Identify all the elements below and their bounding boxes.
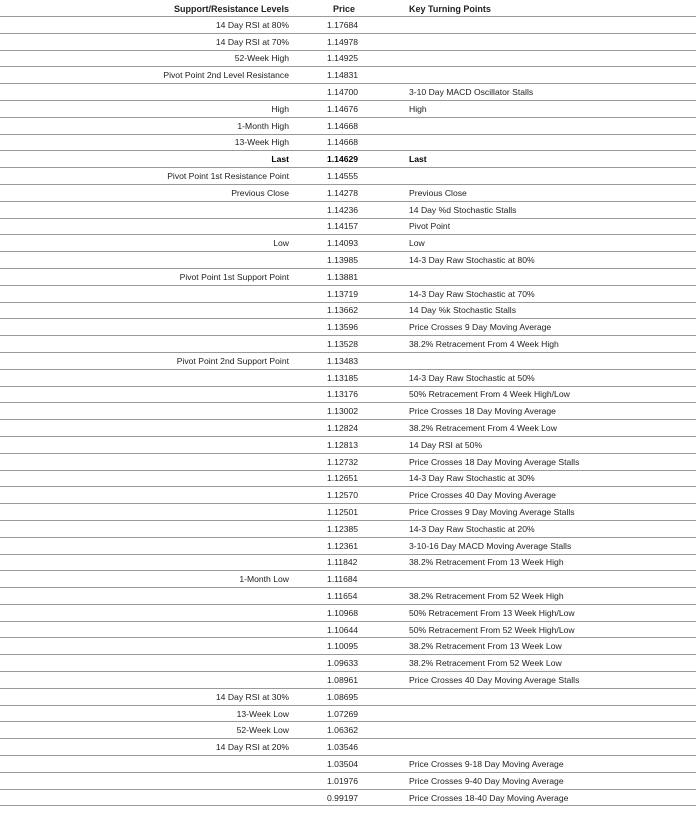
price-cell: 1.13176 — [296, 386, 402, 403]
key-point-cell — [402, 268, 696, 285]
table-row — [0, 403, 696, 420]
level-cell — [0, 403, 296, 420]
key-point-cell: 50% Retracement From 13 Week High/Low — [402, 604, 696, 621]
level-cell: Pivot Point 1st Support Point — [0, 268, 296, 285]
table-row — [0, 235, 696, 252]
price-cell: 1.10644 — [296, 621, 402, 638]
table-row — [0, 705, 696, 722]
key-point-cell: High — [402, 100, 696, 117]
price-cell: 1.12651 — [296, 470, 402, 487]
table-row — [0, 655, 696, 672]
table-row — [0, 688, 696, 705]
table-row — [0, 285, 696, 302]
table-row — [0, 252, 696, 269]
price-cell: 1.12732 — [296, 453, 402, 470]
key-point-cell: 38.2% Retracement From 52 Week High — [402, 588, 696, 605]
table-row — [0, 571, 696, 588]
level-cell: Previous Close — [0, 184, 296, 201]
table-row — [0, 201, 696, 218]
level-cell — [0, 436, 296, 453]
table-row — [0, 184, 696, 201]
price-cell: 1.12824 — [296, 420, 402, 437]
key-point-cell: 14 Day %d Stochastic Stalls — [402, 201, 696, 218]
price-cell: 1.12813 — [296, 436, 402, 453]
level-cell: 14 Day RSI at 80% — [0, 17, 296, 34]
table-row — [0, 504, 696, 521]
key-point-cell: 14 Day %k Stochastic Stalls — [402, 302, 696, 319]
price-cell: 1.03546 — [296, 739, 402, 756]
header-price: Price — [296, 1, 402, 17]
level-cell — [0, 672, 296, 689]
price-cell: 1.12570 — [296, 487, 402, 504]
level-cell — [0, 789, 296, 806]
price-cell: 1.06362 — [296, 722, 402, 739]
price-cell: 1.12385 — [296, 520, 402, 537]
header-row — [0, 1, 696, 17]
table-row — [0, 554, 696, 571]
table-row — [0, 739, 696, 756]
key-point-cell: 38.2% Retracement From 4 Week High — [402, 336, 696, 353]
key-point-cell: 14-3 Day Raw Stochastic at 80% — [402, 252, 696, 269]
key-point-cell — [402, 67, 696, 84]
key-point-cell: 38.2% Retracement From 13 Week Low — [402, 638, 696, 655]
header-key-turning-points: Key Turning Points — [402, 1, 696, 17]
level-cell: Last — [0, 151, 296, 168]
level-cell — [0, 520, 296, 537]
table-row — [0, 436, 696, 453]
key-point-cell — [402, 134, 696, 151]
level-cell: 14 Day RSI at 30% — [0, 688, 296, 705]
key-point-cell: 50% Retracement From 52 Week High/Low — [402, 621, 696, 638]
table-row — [0, 537, 696, 554]
price-cell: 1.14925 — [296, 50, 402, 67]
level-cell — [0, 319, 296, 336]
table-row — [0, 67, 696, 84]
key-point-cell: 14 Day RSI at 50% — [402, 436, 696, 453]
price-cell: 1.12501 — [296, 504, 402, 521]
level-cell: Pivot Point 2nd Support Point — [0, 352, 296, 369]
table-row — [0, 302, 696, 319]
price-cell: 1.13985 — [296, 252, 402, 269]
price-cell: 1.14978 — [296, 33, 402, 50]
price-cell: 1.14236 — [296, 201, 402, 218]
table-row — [0, 386, 696, 403]
level-cell — [0, 285, 296, 302]
table-row — [0, 319, 696, 336]
key-point-cell: Price Crosses 18 Day Moving Average Stalls — [402, 453, 696, 470]
key-point-cell — [402, 33, 696, 50]
price-cell: 1.11654 — [296, 588, 402, 605]
key-point-cell: Pivot Point — [402, 218, 696, 235]
price-cell: 1.12361 — [296, 537, 402, 554]
level-cell: 14 Day RSI at 70% — [0, 33, 296, 50]
price-cell: 1.07269 — [296, 705, 402, 722]
level-cell — [0, 504, 296, 521]
table-body — [0, 17, 696, 806]
price-cell: 1.08961 — [296, 672, 402, 689]
price-cell: 1.14629 — [296, 151, 402, 168]
price-cell: 1.14093 — [296, 235, 402, 252]
price-cell: 1.14831 — [296, 67, 402, 84]
level-cell — [0, 84, 296, 101]
price-cell: 1.14668 — [296, 117, 402, 134]
price-cell: 1.14700 — [296, 84, 402, 101]
price-cell: 1.09633 — [296, 655, 402, 672]
table-row — [0, 789, 696, 806]
price-cell: 1.13002 — [296, 403, 402, 420]
table-row — [0, 638, 696, 655]
table-row — [0, 604, 696, 621]
table-row — [0, 100, 696, 117]
level-cell — [0, 638, 296, 655]
key-point-cell: Price Crosses 9 Day Moving Average Stalls — [402, 504, 696, 521]
level-cell: Pivot Point 2nd Level Resistance — [0, 67, 296, 84]
key-point-cell: Price Crosses 9-18 Day Moving Average — [402, 756, 696, 773]
level-cell: 13-Week Low — [0, 705, 296, 722]
level-cell: 1-Month Low — [0, 571, 296, 588]
price-cell: 1.13528 — [296, 336, 402, 353]
key-point-cell: Price Crosses 40 Day Moving Average Stalls — [402, 672, 696, 689]
key-point-cell: 3-10 Day MACD Oscillator Stalls — [402, 84, 696, 101]
table-row — [0, 621, 696, 638]
table-row — [0, 722, 696, 739]
level-cell: Pivot Point 1st Resistance Point — [0, 168, 296, 185]
price-cell: 1.13483 — [296, 352, 402, 369]
price-cell: 1.01976 — [296, 772, 402, 789]
table-row — [0, 487, 696, 504]
table-row — [0, 420, 696, 437]
level-cell — [0, 655, 296, 672]
price-cell: 1.13185 — [296, 369, 402, 386]
level-cell: 1-Month High — [0, 117, 296, 134]
price-cell: 1.13596 — [296, 319, 402, 336]
key-point-cell: 50% Retracement From 4 Week High/Low — [402, 386, 696, 403]
table-row — [0, 151, 696, 168]
key-point-cell: 38.2% Retracement From 4 Week Low — [402, 420, 696, 437]
table-row — [0, 588, 696, 605]
level-cell — [0, 554, 296, 571]
key-point-cell: Previous Close — [402, 184, 696, 201]
level-cell — [0, 302, 296, 319]
key-point-cell: Last — [402, 151, 696, 168]
key-point-cell — [402, 168, 696, 185]
level-cell — [0, 621, 296, 638]
table-row — [0, 336, 696, 353]
table-row — [0, 218, 696, 235]
table-row — [0, 84, 696, 101]
table-row — [0, 352, 696, 369]
level-cell — [0, 756, 296, 773]
price-cell: 1.14668 — [296, 134, 402, 151]
level-cell: 14 Day RSI at 20% — [0, 739, 296, 756]
level-cell — [0, 369, 296, 386]
price-cell: 1.14278 — [296, 184, 402, 201]
level-cell: 52-Week Low — [0, 722, 296, 739]
level-cell: High — [0, 100, 296, 117]
level-cell — [0, 537, 296, 554]
level-cell — [0, 201, 296, 218]
price-cell: 1.17684 — [296, 17, 402, 34]
price-cell: 1.10968 — [296, 604, 402, 621]
price-cell: 1.03504 — [296, 756, 402, 773]
level-cell — [0, 252, 296, 269]
level-cell: 52-Week High — [0, 50, 296, 67]
key-point-cell — [402, 50, 696, 67]
key-point-cell: 38.2% Retracement From 13 Week High — [402, 554, 696, 571]
price-cell: 1.11684 — [296, 571, 402, 588]
level-cell — [0, 588, 296, 605]
key-point-cell — [402, 705, 696, 722]
price-cell: 1.10095 — [296, 638, 402, 655]
key-point-cell — [402, 117, 696, 134]
level-cell — [0, 470, 296, 487]
key-point-cell: Price Crosses 18 Day Moving Average — [402, 403, 696, 420]
table-row — [0, 17, 696, 34]
key-point-cell: Price Crosses 18-40 Day Moving Average — [402, 789, 696, 806]
level-cell: 13-Week High — [0, 134, 296, 151]
table-row — [0, 33, 696, 50]
price-cell: 1.13719 — [296, 285, 402, 302]
key-point-cell — [402, 688, 696, 705]
key-point-cell: Low — [402, 235, 696, 252]
table-row — [0, 50, 696, 67]
table-row — [0, 756, 696, 773]
price-cell: 1.14157 — [296, 218, 402, 235]
price-cell: 0.99197 — [296, 789, 402, 806]
key-point-cell — [402, 739, 696, 756]
level-cell — [0, 218, 296, 235]
price-cell: 1.13662 — [296, 302, 402, 319]
level-cell — [0, 336, 296, 353]
level-cell — [0, 386, 296, 403]
table-row — [0, 117, 696, 134]
key-point-cell — [402, 352, 696, 369]
price-cell: 1.08695 — [296, 688, 402, 705]
key-point-cell — [402, 571, 696, 588]
key-point-cell — [402, 17, 696, 34]
key-point-cell: 14-3 Day Raw Stochastic at 50% — [402, 369, 696, 386]
price-cell: 1.11842 — [296, 554, 402, 571]
key-point-cell: 3-10-16 Day MACD Moving Average Stalls — [402, 537, 696, 554]
key-point-cell: 14-3 Day Raw Stochastic at 30% — [402, 470, 696, 487]
table-row — [0, 369, 696, 386]
table-row — [0, 268, 696, 285]
level-cell — [0, 772, 296, 789]
key-point-cell: Price Crosses 40 Day Moving Average — [402, 487, 696, 504]
price-cell: 1.14555 — [296, 168, 402, 185]
pivot-table — [0, 1, 696, 806]
key-point-cell: Price Crosses 9-40 Day Moving Average — [402, 772, 696, 789]
table-row — [0, 453, 696, 470]
header-levels: Support/Resistance Levels — [0, 1, 296, 17]
key-point-cell — [402, 722, 696, 739]
table-row — [0, 470, 696, 487]
level-cell — [0, 604, 296, 621]
key-point-cell: Price Crosses 9 Day Moving Average — [402, 319, 696, 336]
table-row — [0, 772, 696, 789]
level-cell — [0, 453, 296, 470]
table-row — [0, 134, 696, 151]
price-cell: 1.14676 — [296, 100, 402, 117]
table-row — [0, 168, 696, 185]
key-point-cell: 14-3 Day Raw Stochastic at 20% — [402, 520, 696, 537]
level-cell: Low — [0, 235, 296, 252]
table-row — [0, 520, 696, 537]
key-point-cell: 14-3 Day Raw Stochastic at 70% — [402, 285, 696, 302]
price-cell: 1.13881 — [296, 268, 402, 285]
level-cell — [0, 487, 296, 504]
level-cell — [0, 420, 296, 437]
key-point-cell: 38.2% Retracement From 52 Week Low — [402, 655, 696, 672]
table-row — [0, 672, 696, 689]
